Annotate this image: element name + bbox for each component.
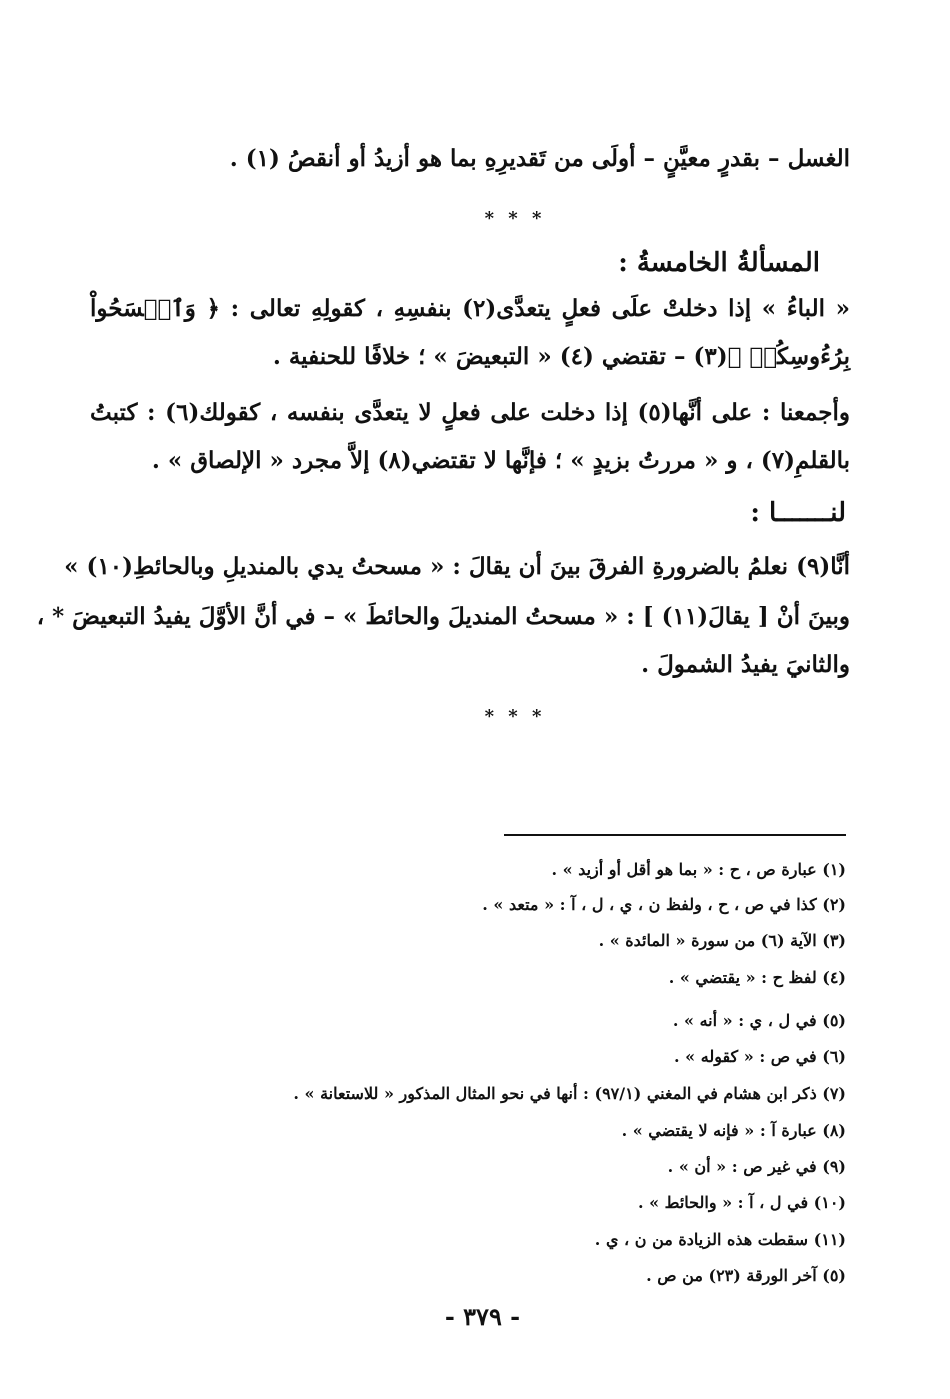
page-number: - ٣٧٩ -: [444, 1302, 521, 1331]
issue-line-3: وأجمعنا : على أنَّها(٥) إذا دخلت على فعلٍ لا يتعدَّى بنفسه ، كقولك(٦) : كتبتُ: [90, 399, 851, 426]
issue-line-2: بِرُءُوسِكُمۡ ﴾(٣) – تقتضي (٤) « التبعيضَ » ؛ خلافًا للحنفية .: [272, 343, 850, 370]
footnote-11: (١١) سقطت هذه الزيادة من ن ، ي .: [594, 1230, 846, 1249]
footnote-6: (٦) في ص : « كقوله » .: [674, 1047, 846, 1066]
footnote-7: (٧) ذكر ابن هشام في المغني (٩٧/١) : أنها في نحو المثال المذكور « للاستعانة » .: [293, 1084, 846, 1103]
footnote-9: (٩) في غير ص : « أن » .: [667, 1157, 846, 1176]
footnote-10: (١٠) في ل ، آ : « والحائط » .: [637, 1193, 846, 1212]
footnote-3: (٣) الآية (٦) من سورة « المائدة » .: [598, 931, 846, 950]
issue-line-1: « الباءُ » إذا دخلتْ علَى فعلٍ يتعدَّى(٢) بنفسِهِ ، كقولِهِ تعالى : ﴿ وَٱمۡسَحُواْ: [90, 295, 851, 322]
footnote-4: (٤) لفظ ح : « يقتضي » .: [668, 968, 846, 987]
footnote-divider: [504, 834, 846, 836]
footnote-5: (٥) في ل ، ي : « أنه » .: [672, 1011, 846, 1030]
lana-line-1: أنَّا(٩) نعلمُ بالضرورةِ الفرقَ بينَ أن يقالَ : « مسحتُ يدي بالمنديلِ وبالحائطِ(١٠) »: [64, 553, 850, 580]
issue-line-4: بالقلمِ(٧) ، و « مررتُ بزيدٍ » ؛ فإنَّها لا تقتضي(٨) إلاَّ مجرد « الإلصاق » .: [151, 447, 850, 474]
lana-line-3: والثانيَ يفيدُ الشمولَ .: [641, 651, 850, 678]
lana-line-2: وبينَ أنْ [ يقالَ(١١) ] : « مسحتُ المنديلَ والحائطَ » – في أنَّ الأوَّلَ يفيدُ التبعيضَ * ،: [36, 603, 850, 630]
footnote-1: (١) عبارة ص ، ح : « بما هو أقل أو أزيد » .: [551, 860, 846, 879]
separator-stars-bottom: * * *: [484, 706, 546, 727]
footnote-2: (٢) كذا في ص ، ح ، ولفظ ن ، ي ، ل ، آ : « متعد » .: [482, 895, 846, 914]
footnote-8: (٨) عبارة آ : « فإنه لا يقتضي » .: [621, 1121, 846, 1140]
separator-stars-top: * * *: [484, 208, 546, 229]
issue-heading: المسألةُ الخامسةُ :: [618, 248, 820, 278]
footnote-12: (٥) آخر الورقة (٢٣) من ص .: [646, 1266, 846, 1285]
body-line-1: الغسل – بقدرٍ معيَّنٍ – أولَى من تَقديرِهِ بما هو أزيدُ أو أنقصُ (١) .: [229, 145, 850, 172]
lana-heading: لنـــــــا :: [750, 498, 846, 528]
